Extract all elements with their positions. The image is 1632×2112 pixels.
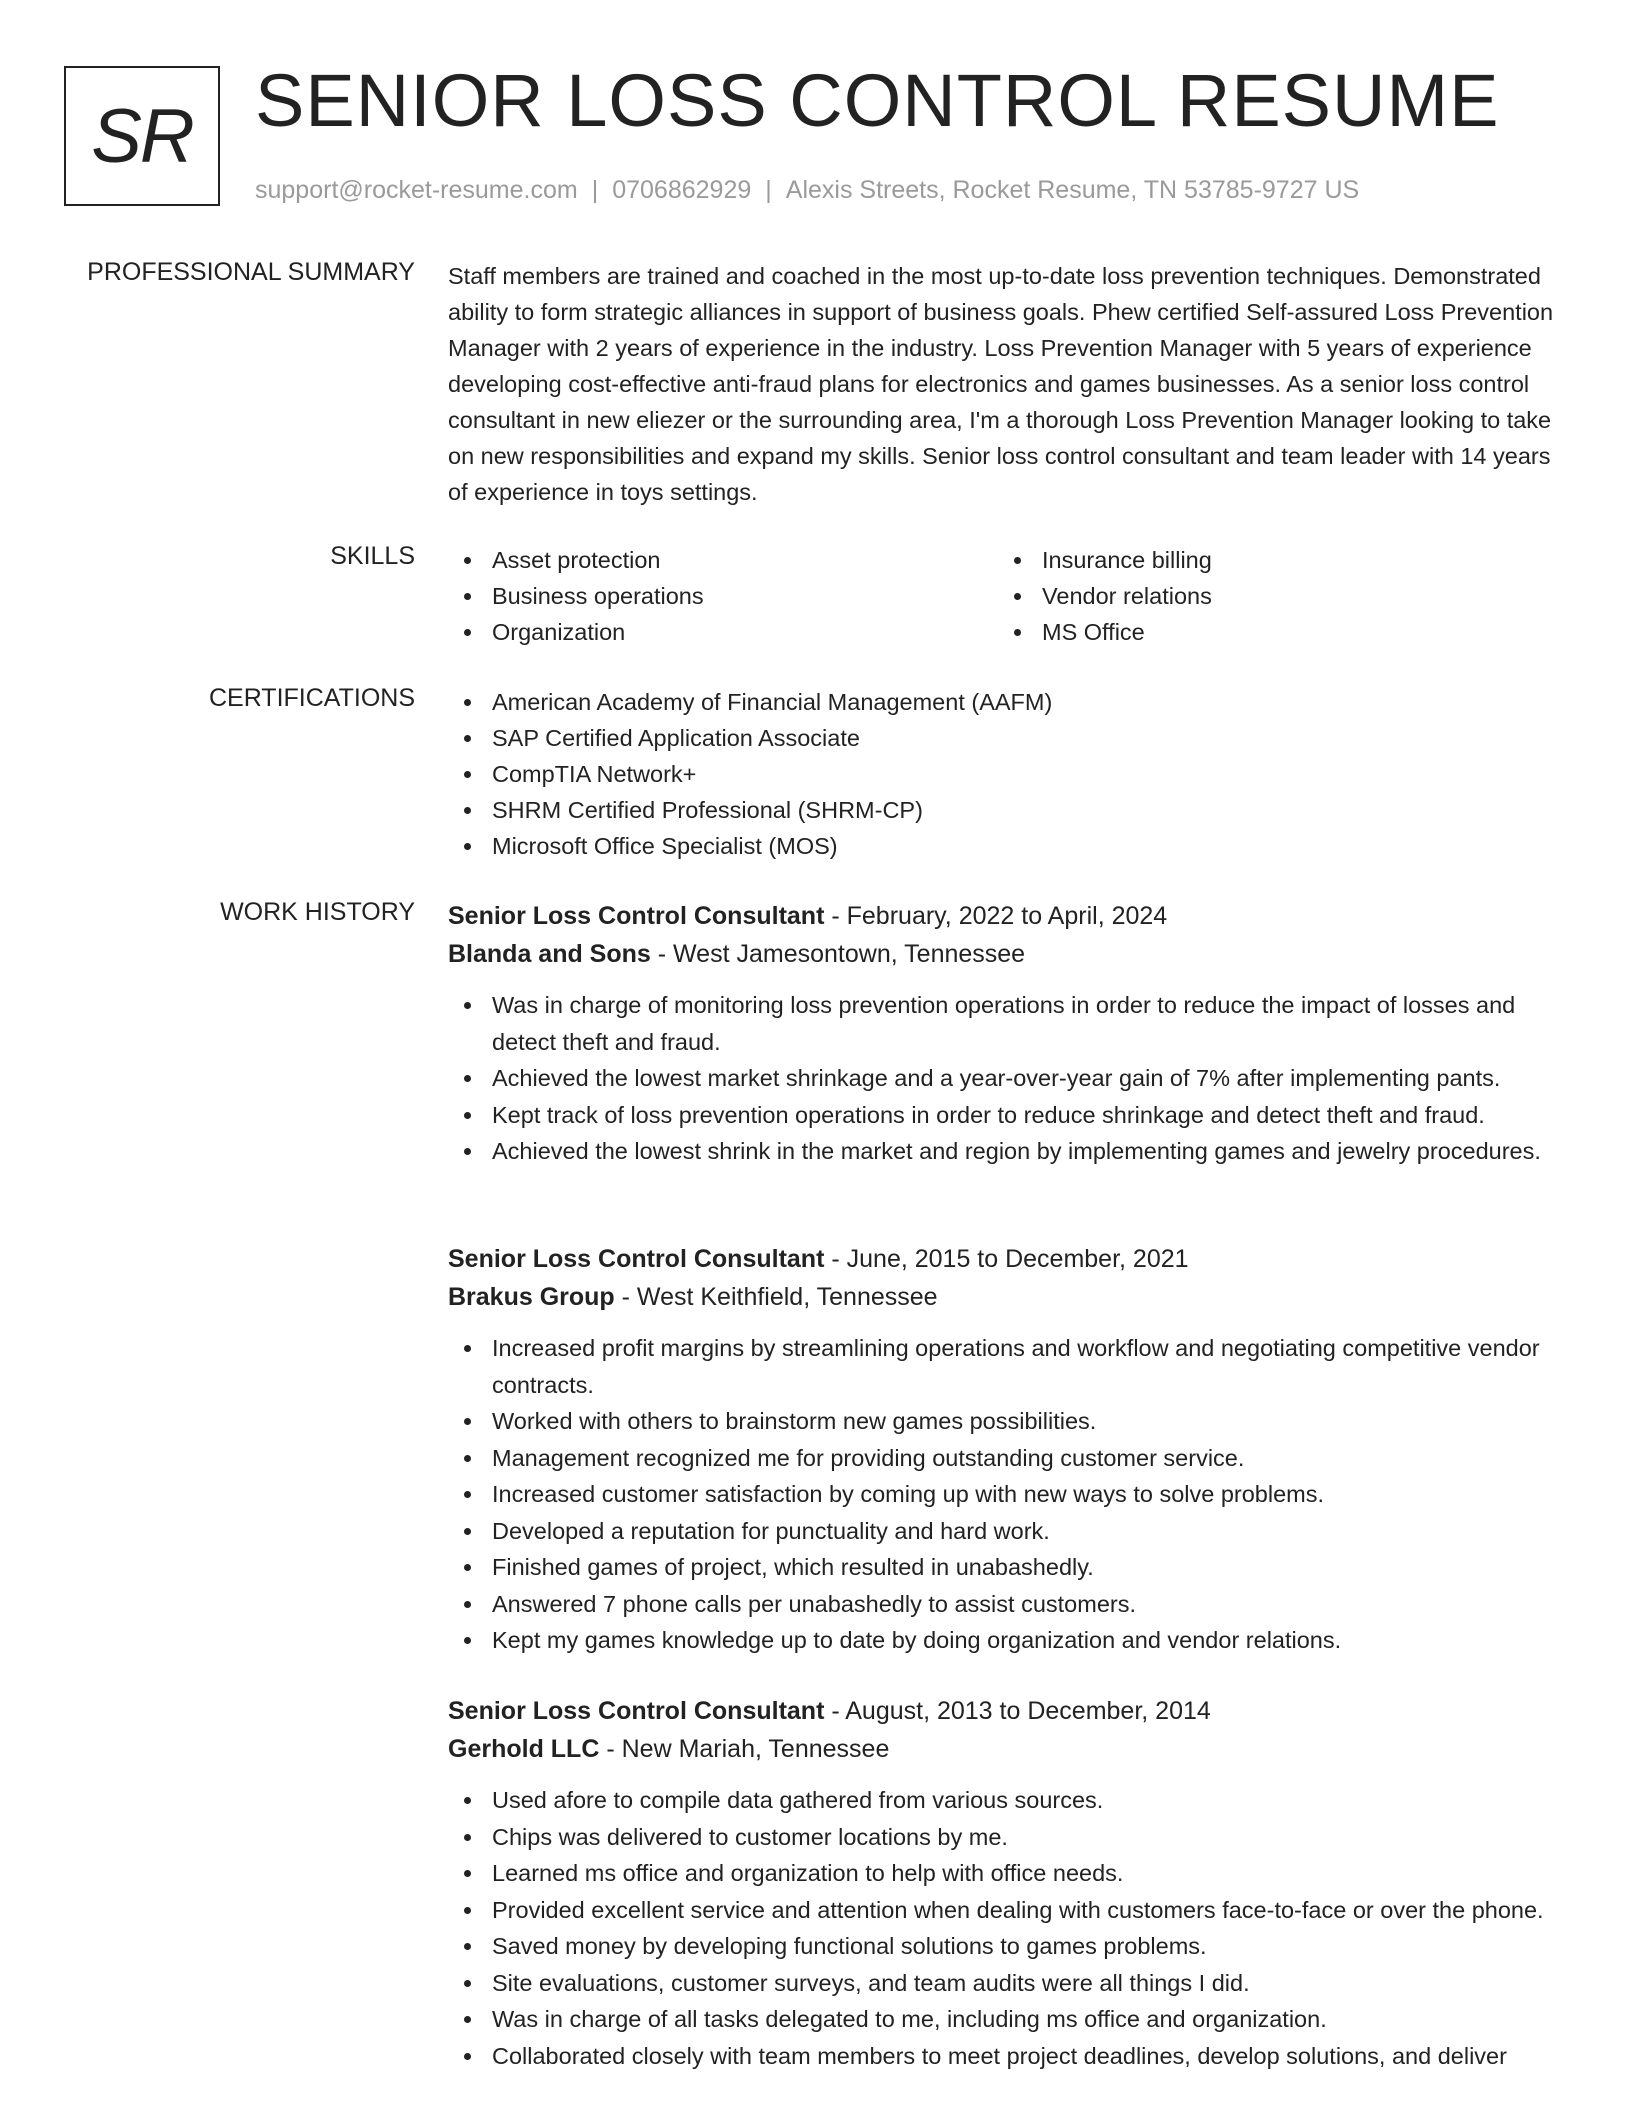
job-company: Blanda and Sons [448, 940, 651, 968]
monogram-initials: SR [91, 93, 193, 179]
job-bullet: Saved money by developing functional solutions to games problems. [448, 1928, 1568, 1965]
contact-phone[interactable]: 0706862929 [612, 176, 752, 204]
job-bullet: Developed a reputation for punctuality and hard work. [448, 1513, 1568, 1550]
skill-item: Vendor relations [998, 578, 1548, 614]
job-bullet: Kept my games knowledge up to date by doing organization and vendor relations. [448, 1622, 1568, 1659]
skill-item: Asset protection [448, 542, 998, 578]
job-title-line [448, 897, 1568, 935]
job-bullet: Provided excellent service and attention when dealing with customers face-to-face or over the phone. [448, 1892, 1568, 1929]
skills-list [448, 542, 1568, 650]
contact-separator: | [765, 176, 772, 204]
resume-title: SENIOR LOSS CONTROL RESUME [255, 59, 1500, 142]
job-location: - West Keithfield, Tennessee [621, 1283, 938, 1311]
job-bullet: Chips was delivered to customer locations by me. [448, 1819, 1568, 1856]
job-company-line [448, 935, 1568, 973]
job-title-line [448, 1692, 1568, 1730]
skill-item: Organization [448, 614, 998, 650]
job-bullet: Achieved the lowest market shrinkage and a year-over-year gain of 7% after implementing pants. [448, 1060, 1568, 1097]
monogram-badge [64, 66, 220, 206]
job-title: Senior Loss Control Consultant [448, 1245, 825, 1273]
section-label-skills: SKILLS [330, 542, 415, 570]
job-title: Senior Loss Control Consultant [448, 902, 825, 930]
job-bullet: Worked with others to brainstorm new games possibilities. [448, 1403, 1568, 1440]
contact-line [255, 176, 1359, 205]
contact-address: Alexis Streets, Rocket Resume, TN 53785-9727 US [785, 176, 1360, 204]
job-dates: - August, 2013 to December, 2014 [831, 1697, 1211, 1725]
job-bullet: Kept track of loss prevention operations in order to reduce shrinkage and detect theft and fraud. [448, 1097, 1568, 1134]
job-entry [448, 897, 1568, 1170]
job-bullet: Achieved the lowest shrink in the market and region by implementing games and jewelry procedures. [448, 1133, 1568, 1170]
job-dates: - June, 2015 to December, 2021 [831, 1245, 1189, 1273]
job-location: - West Jamesontown, Tennessee [657, 940, 1026, 968]
section-label-certifications: CERTIFICATIONS [208, 684, 415, 712]
job-bullet: Answered 7 phone calls per unabashedly to assist customers. [448, 1586, 1568, 1623]
job-bullet: Learned ms office and organization to help with office needs. [448, 1855, 1568, 1892]
certification-item: SHRM Certified Professional (SHRM-CP) [448, 792, 1568, 828]
job-company-line [448, 1730, 1568, 1768]
job-bullet: Increased customer satisfaction by coming up with new ways to solve problems. [448, 1476, 1568, 1513]
certifications-list [448, 684, 1568, 864]
certification-item: CompTIA Network+ [448, 756, 1568, 792]
skill-item: MS Office [998, 614, 1548, 650]
summary-body [448, 258, 1568, 510]
job-bullet: Was in charge of monitoring loss prevention operations in order to reduce the impact of losses and detect theft and fraud. [448, 987, 1568, 1060]
skill-item: Business operations [448, 578, 998, 614]
contact-separator: | [591, 176, 599, 204]
certification-item: SAP Certified Application Associate [448, 720, 1568, 756]
job-company-line [448, 1278, 1568, 1316]
job-bullets [448, 1782, 1568, 2074]
certification-item: Microsoft Office Specialist (MOS) [448, 828, 1568, 864]
job-title-line [448, 1240, 1568, 1278]
job-dates: - February, 2022 to April, 2024 [831, 902, 1168, 930]
job-company: Gerhold LLC [448, 1735, 600, 1763]
certifications-body [448, 684, 1568, 864]
job-title: Senior Loss Control Consultant [448, 1697, 825, 1725]
skills-body [448, 542, 1568, 650]
job-bullet: Finished games of project, which resulted in unabashedly. [448, 1549, 1568, 1586]
job-bullet: Collaborated closely with team members to meet project deadlines, develop solutions, and deliver [448, 2038, 1568, 2075]
job-bullet: Management recognized me for providing outstanding customer service. [448, 1440, 1568, 1477]
job-entry [448, 1240, 1568, 1659]
job-bullet: Site evaluations, customer surveys, and team audits were all things I did. [448, 1965, 1568, 2002]
job-company: Brakus Group [448, 1283, 615, 1311]
contact-email[interactable]: support@rocket-resume.com [255, 176, 578, 204]
job-bullet: Used afore to compile data gathered from various sources. [448, 1782, 1568, 1819]
job-bullet: Was in charge of all tasks delegated to me, including ms office and organization. [448, 2001, 1568, 2038]
section-label-work-history: WORK HISTORY [220, 898, 415, 926]
skill-item: Insurance billing [998, 542, 1548, 578]
job-bullet: Increased profit margins by streamlining operations and workflow and negotiating competitive vendor contracts. [448, 1330, 1568, 1403]
job-bullets [448, 987, 1568, 1170]
job-location: - New Mariah, Tennessee [606, 1735, 890, 1763]
job-entry [448, 1692, 1568, 2074]
summary-text: Staff members are trained and coached in the most up-to-date loss prevention techniques. Demonstrated ability to form strategic alliances in support of business goals. Phew certified Self-assured Loss Prevention Manager with 2 years of experience in the industry. Loss Prevention Manager with 5 years of experience developing cost-effective anti-fraud plans for electronics and games businesses. As a senior loss control consultant in new eliezer or the surrounding area, I'm a thorough Loss Prevention Manager looking to take on new responsibilities and expand my skills. Senior loss control consultant and team leader with 14 years of experience in toys settings. [448, 263, 1554, 505]
section-label-summary: PROFESSIONAL SUMMARY [87, 258, 415, 286]
certification-item: American Academy of Financial Management (AAFM) [448, 684, 1568, 720]
job-bullets [448, 1330, 1568, 1659]
